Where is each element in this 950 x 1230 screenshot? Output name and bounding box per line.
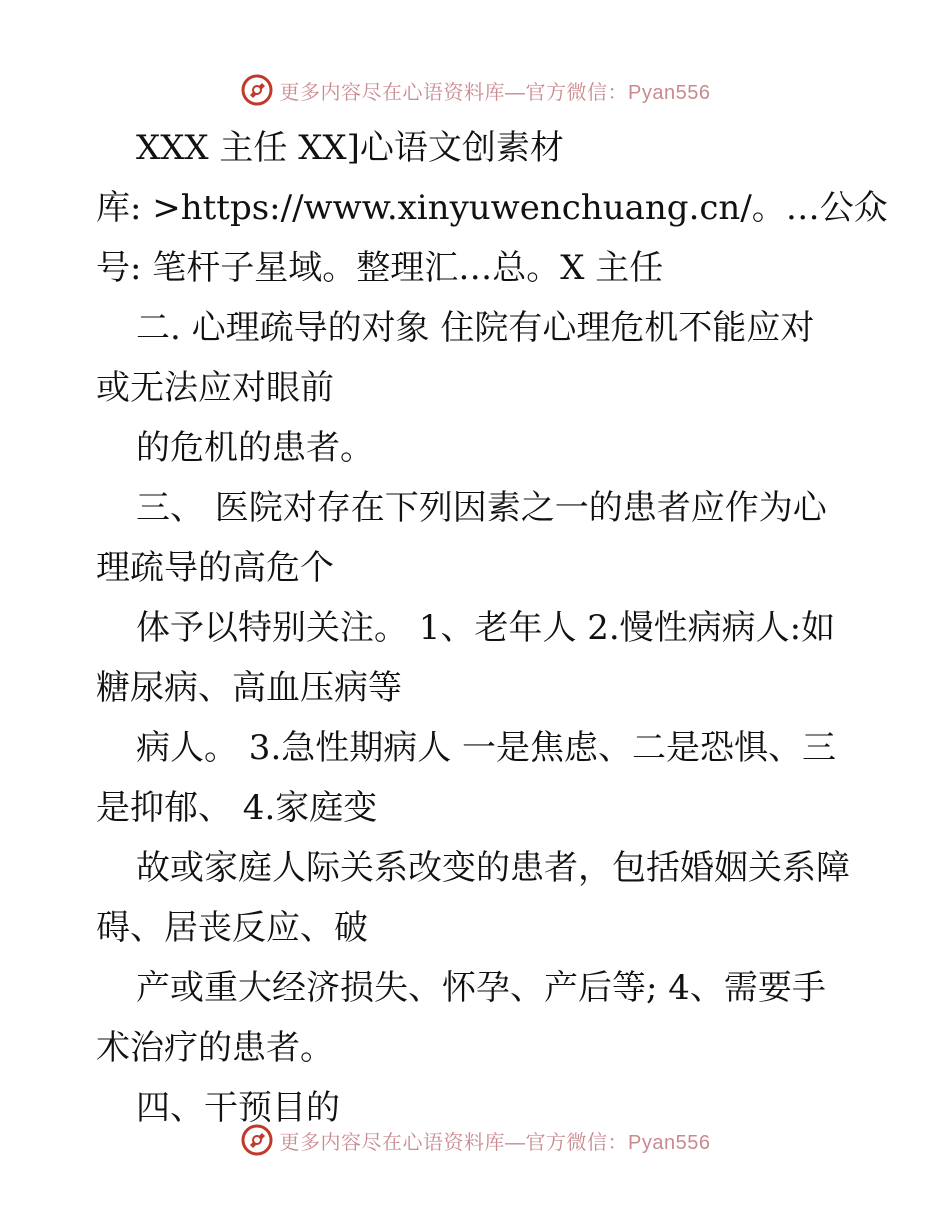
- text-line: 四、干预目的: [136, 1088, 340, 1128]
- text-line: 故或家庭人际关系改变的患者，包括婚姻关系障: [136, 848, 850, 888]
- brand-logo-icon: [240, 73, 274, 107]
- header-banner: [0, 70, 950, 110]
- document-body: [96, 118, 888, 1138]
- text-line: 号: 笔杆子星域。整理汇…总。X 主任: [96, 248, 664, 288]
- text-line: 二. 心理疏导的对象 住院有心理危机不能应对: [136, 308, 815, 348]
- text-line: 病人。 3.急性期病人 一是焦虑、二是恐惧、三: [136, 728, 837, 768]
- text-line: 体予以特别关注。 1、老年人 2.慢性病病人:如: [136, 608, 836, 648]
- text-line: 碍、居丧反应、破: [96, 908, 368, 948]
- text-line: 术治疗的患者。: [96, 1028, 334, 1068]
- header-banner-text: 更多内容尽在心语资料库—官方微信：Pyan556: [279, 81, 711, 104]
- text-line: 的危机的患者。: [136, 428, 374, 468]
- text-line: 库: >https://www.xinyuwenchuang.cn/。…公众: [96, 188, 888, 228]
- text-line: 是抑郁、 4.家庭变: [96, 788, 378, 828]
- text-line: 三、 医院对存在下列因素之一的患者应作为心: [136, 488, 827, 528]
- brand-logo-icon: [240, 1123, 274, 1157]
- text-line: 糖尿病、高血压病等: [96, 668, 402, 708]
- footer-banner: [0, 1120, 950, 1160]
- text-line: 理疏导的高危个: [96, 548, 334, 588]
- footer-banner-text: 更多内容尽在心语资料库—官方微信：Pyan556: [279, 1131, 711, 1154]
- text-line: 或无法应对眼前: [96, 368, 334, 408]
- text-line: XXX 主任 XX]心语文创素材: [136, 128, 564, 168]
- text-line: 产或重大经济损失、怀孕、产后等; 4、需要手: [136, 968, 826, 1008]
